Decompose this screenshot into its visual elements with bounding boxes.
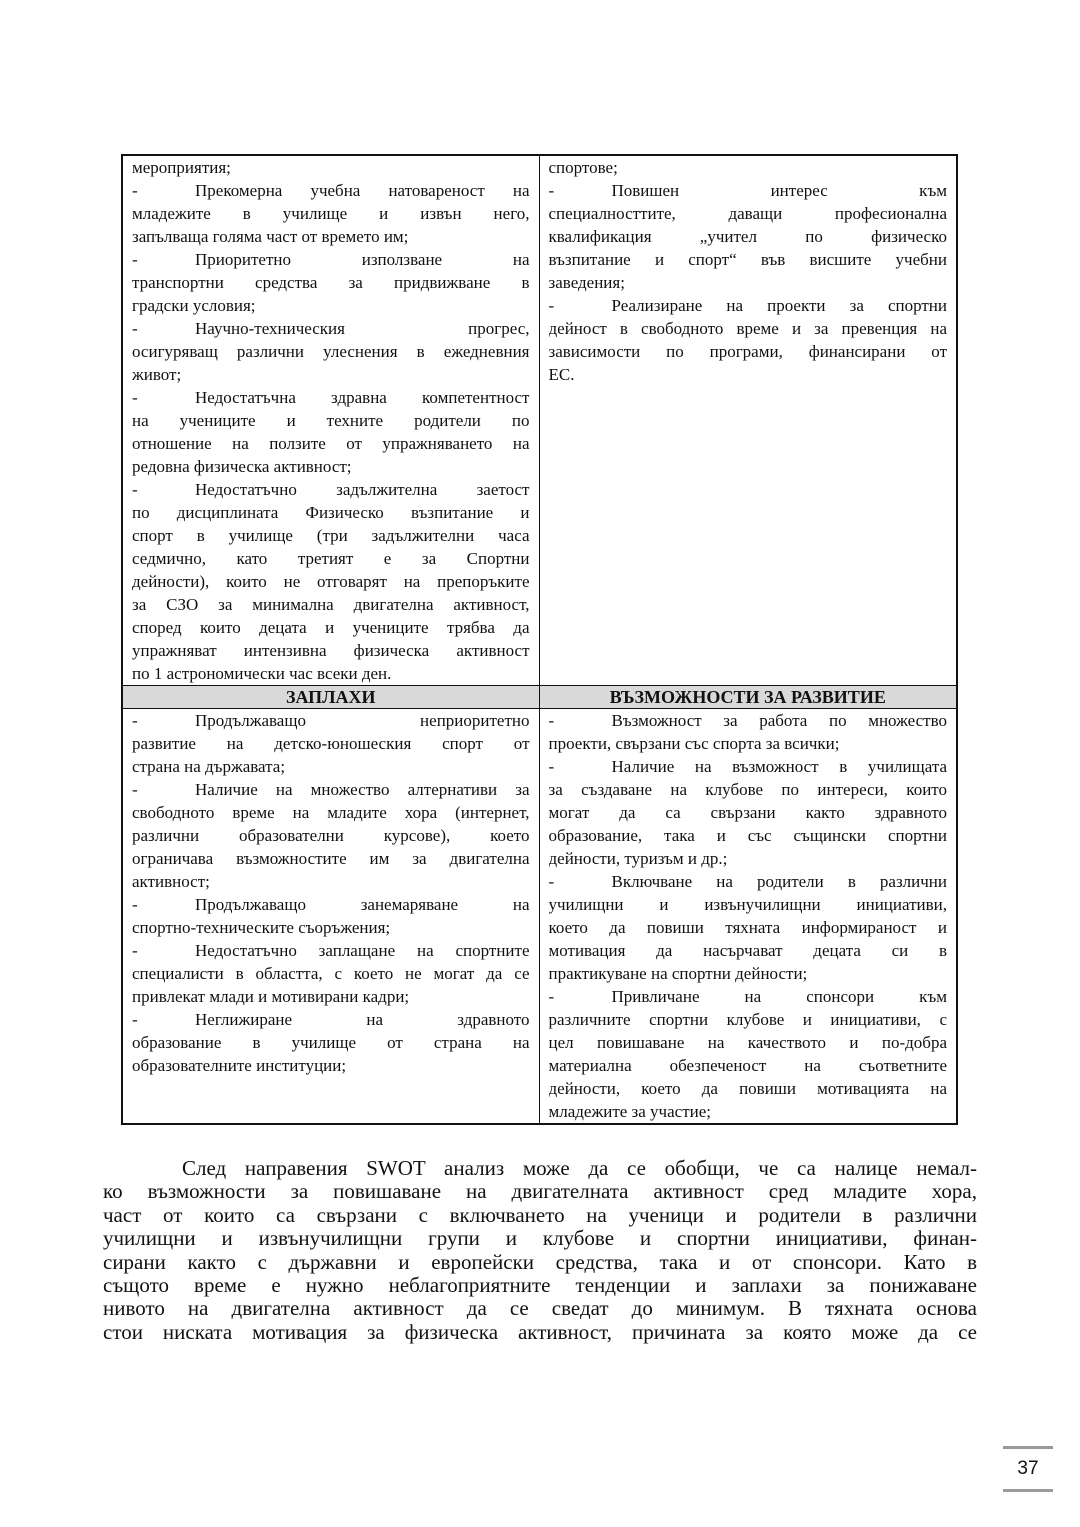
text-line: различни образователни курсове), което: [132, 826, 530, 845]
paragraph-line: нивото на двигателна активност да се сведат до минимум. В тяхната основа: [103, 1296, 977, 1321]
text-line: дейности, което да повиши мотивацията на: [548, 1079, 947, 1098]
text-line: на учениците и техните родители по: [132, 411, 530, 430]
text-line: ЕС.: [548, 365, 575, 384]
text-line: привлекат млади и мотивирани кадри;: [132, 987, 410, 1006]
list-item: [132, 156, 530, 179]
bullet-dash: -: [132, 895, 138, 914]
text-line: дейности, туризъм и др.;: [548, 849, 728, 868]
opportunities-cell: [540, 709, 957, 1123]
threats-cell: [123, 709, 540, 1123]
text-line: [549, 755, 948, 778]
text-line: което да повиши тяхната информираност и: [548, 918, 947, 937]
line-text: Недостатъчна здравна компетентност: [195, 388, 530, 407]
body-paragraph: [103, 1157, 977, 1344]
line-text: Повишен интерес към: [611, 181, 947, 200]
text-line: [132, 179, 530, 202]
line-text: Прекомерна учебна натовареност на: [195, 181, 530, 200]
text-line: [132, 939, 530, 962]
bullet-dash: -: [548, 296, 555, 315]
text-line: образование в училище от страна на: [132, 1033, 530, 1052]
list-item: [549, 156, 948, 179]
line-text: Възможност за работа по множество: [611, 711, 947, 730]
list-item: [132, 386, 530, 478]
text-line: упражняват интензивна физическа активност: [132, 641, 530, 660]
paragraph-line: част от които са свързани с включването на ученици и родители в различни: [103, 1202, 977, 1227]
paragraph-line: училищни и извънучилищни групи и клубове и спортни инициативи, финан-: [103, 1226, 977, 1251]
text-line: [132, 248, 530, 271]
list-item: [132, 248, 530, 317]
page-number: 37: [1003, 1446, 1053, 1492]
line-text: Недостатъчно заплащане на спортните: [195, 941, 530, 960]
text-line: [132, 317, 530, 340]
text-line: зависимости по програми, финансирани от: [548, 342, 947, 361]
text-line: ограничава възможностите им за двигателна: [132, 849, 530, 868]
text-line: [132, 386, 530, 409]
text-line: спорт в училище (три задължителни часа: [132, 526, 530, 545]
line-text: Реализиране на проекти за спортни: [611, 296, 947, 315]
line-text: Продължаващо занемаряване на: [195, 895, 530, 914]
list-item: [132, 179, 530, 248]
bullet-dash: -: [132, 480, 138, 499]
text-line: [132, 778, 530, 801]
text-line: младежите в училище и извън него,: [132, 204, 530, 223]
line-text: Привличане на спонсори към: [611, 987, 947, 1006]
strengths-cell: [540, 156, 957, 685]
text-line: [132, 709, 530, 732]
text-line: [549, 709, 948, 732]
line-text: Научно-техническия прогрес,: [195, 319, 530, 338]
line-text: Приоритетно използване на: [195, 250, 530, 269]
bullet-dash: -: [132, 1010, 138, 1029]
list-item: [549, 985, 948, 1123]
text-line: редовна физическа активност;: [132, 457, 352, 476]
text-line: [132, 893, 530, 916]
text-line: образователните институции;: [132, 1056, 347, 1075]
list-item: [549, 709, 948, 755]
line-text: Наличие на множество алтернативи за: [195, 780, 530, 799]
table-row-top: [123, 156, 956, 685]
text-line: материална обезпеченост на съответните: [548, 1056, 947, 1075]
bullet-dash: -: [548, 872, 555, 891]
text-line: практикуване на спортни дейности;: [548, 964, 808, 983]
text-line: за СЗО за минимална двигателна активност,: [132, 595, 530, 614]
text-line: училищни и извънучилищни инициативи,: [548, 895, 947, 914]
text-line: запълваща голяма част от времето им;: [132, 227, 409, 246]
text-line: осигуряващ различни улеснения в ежедневния: [132, 342, 530, 361]
bullet-dash: -: [132, 941, 138, 960]
line-text: Включване на родители в различни: [611, 872, 947, 891]
text-line: дейност в свободното време и за превенция на: [548, 319, 947, 338]
line-text: Наличие на възможност в училищата: [611, 757, 947, 776]
list-item: [132, 778, 530, 893]
paragraph-line: ко възможности за повишаване на двигателната активност сред младите хора,: [103, 1179, 977, 1204]
bullet-dash: -: [132, 181, 138, 200]
list-item: [132, 709, 530, 778]
text-line: мероприятия;: [132, 158, 231, 177]
text-line: възпитание и спорт“ във висшите учебни: [548, 250, 947, 269]
bullet-dash: -: [132, 319, 138, 338]
text-line: [549, 985, 948, 1008]
bullet-dash: -: [548, 711, 555, 730]
text-line: мотивация да насърчават децата си в: [548, 941, 947, 960]
bullet-dash: -: [132, 388, 138, 407]
text-line: младежите за участие;: [548, 1102, 711, 1121]
bullet-dash: -: [132, 250, 138, 269]
text-line: транспортни средства за придвижване в: [132, 273, 530, 292]
list-item: [132, 317, 530, 386]
paragraph-line: сирани както с държавни и европейски средства, така и от спонсори. Като в: [103, 1249, 977, 1274]
text-line: градски условия;: [132, 296, 256, 315]
text-line: [132, 1008, 530, 1031]
bullet-dash: -: [548, 987, 555, 1006]
swot-table: [121, 154, 958, 1125]
text-line: спортове;: [548, 158, 618, 177]
text-line: [132, 478, 530, 501]
text-line: отношение на ползите от упражняването на: [132, 434, 530, 453]
paragraph-line: След направения SWOT анализ може да се обобщи, че са налице немал-: [182, 1156, 977, 1180]
threats-header: ЗАПЛАХИ: [123, 686, 540, 708]
text-line: спортно-техническите съоръжения;: [132, 918, 391, 937]
list-item: [549, 179, 948, 294]
opportunities-header: ВЪЗМОЖНОСТИ ЗА РАЗВИТИЕ: [609, 687, 886, 707]
line-text: Недостатъчно задължителна заетост: [195, 480, 530, 499]
bullet-dash: -: [548, 181, 555, 200]
text-line: развитие на детско-юношеския спорт от: [132, 734, 530, 753]
text-line: живот;: [132, 365, 182, 384]
text-line: по 1 астрономически час всеки ден.: [132, 664, 392, 683]
text-line: могат да са свързани както здравното: [548, 803, 947, 822]
list-item: [549, 870, 948, 985]
weaknesses-cell: [123, 156, 540, 685]
list-item: [132, 1008, 530, 1077]
bullet-dash: -: [132, 780, 138, 799]
text-line: цел повишаване на качеството и по-добра: [548, 1033, 947, 1052]
text-line: [549, 870, 948, 893]
line-text: Неглижиране на здравното: [195, 1010, 530, 1029]
list-item: [549, 755, 948, 870]
bullet-dash: -: [548, 757, 555, 776]
list-item: [132, 478, 530, 685]
list-item: [549, 294, 948, 386]
text-line: седмично, като третият е за Спортни: [132, 549, 530, 568]
text-line: [549, 294, 948, 317]
text-line: за създаване на клубове по интереси, които: [548, 780, 947, 799]
table-row-bottom: [123, 709, 956, 1123]
list-item: [132, 893, 530, 939]
text-line: специалисти в областта, с което не могат да се: [132, 964, 530, 983]
text-line: активност;: [132, 872, 210, 891]
list-item: [132, 939, 530, 1008]
text-line: квалификация „учител по физическо: [548, 227, 947, 246]
text-line: [549, 179, 948, 202]
text-line: специалносттите, даващи професионална: [548, 204, 947, 223]
text-line: дейности), които не отговарят на препоръките: [132, 572, 530, 591]
text-line: различните спортни клубове и инициативи, с: [548, 1010, 947, 1029]
text-line: образование, така и със същински спортни: [548, 826, 947, 845]
bullet-dash: -: [132, 711, 138, 730]
table-header-row: [123, 685, 956, 709]
text-line: по дисциплината Физическо възпитание и: [132, 503, 530, 522]
paragraph-line: същото време е нужно неблагоприятните тенденции и заплахи за понижаване: [103, 1272, 977, 1297]
line-text: Продължаващо неприоритетно: [195, 711, 530, 730]
paragraph-line: стои ниската мотивация за физическа активност, причината за която може да се: [103, 1319, 977, 1344]
text-line: свободното време на младите хора (интернет,: [132, 803, 530, 822]
text-line: според които децата и учениците трябва да: [132, 618, 530, 637]
text-line: заведения;: [548, 273, 625, 292]
text-line: страна на държавата;: [132, 757, 286, 776]
text-line: проекти, свързани със спорта за всички;: [548, 734, 840, 753]
